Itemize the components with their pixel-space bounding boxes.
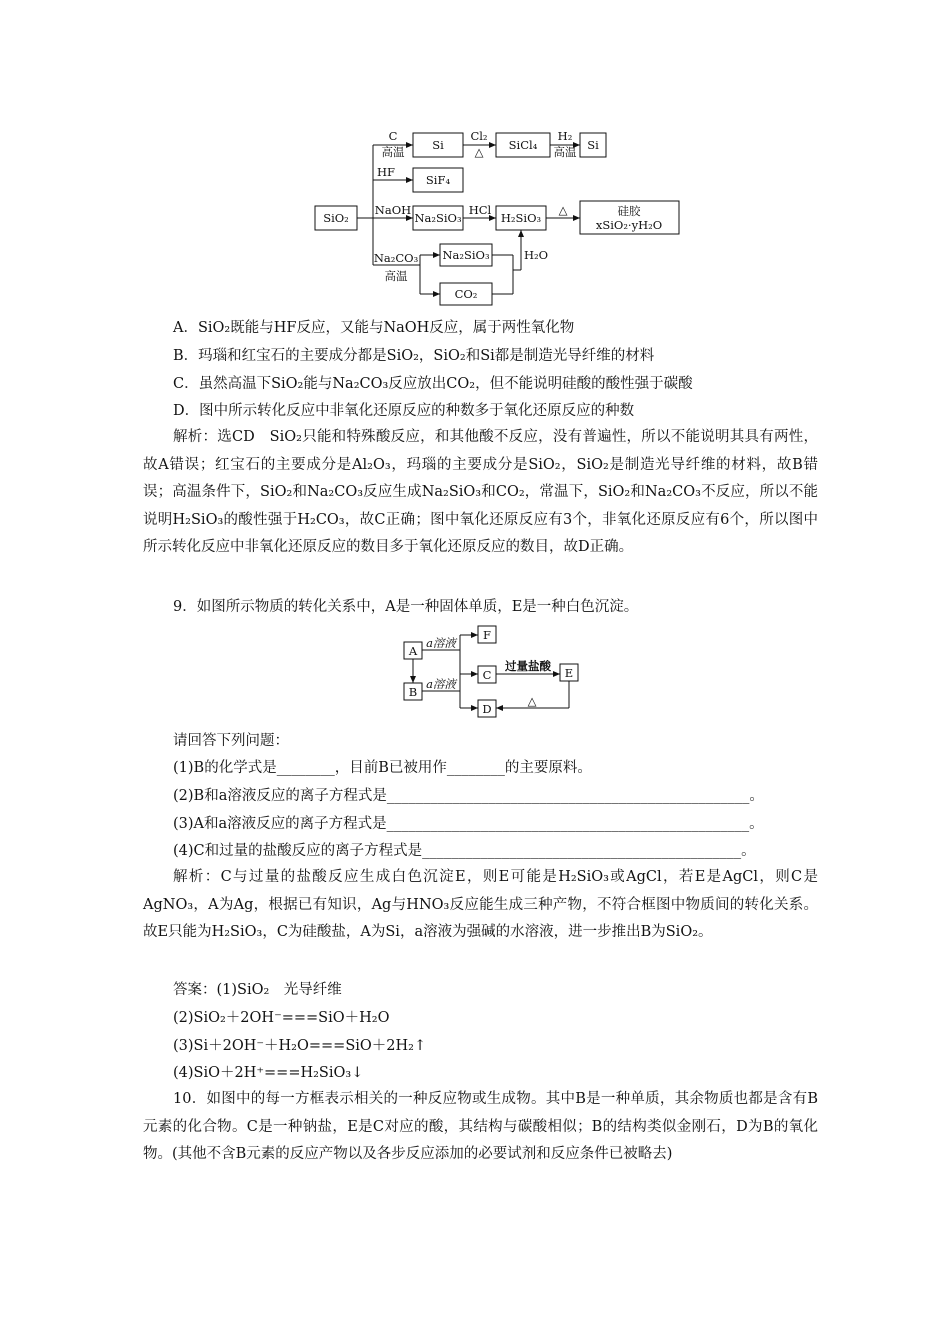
label-sif4: SiF₄: [425, 173, 451, 187]
q8-option-d: D．图中所示转化反应中非氧化还原反应的种数多于氧化还原反应的种数: [173, 403, 635, 419]
cond-naoh: NaOH: [374, 203, 412, 217]
label-si-2: Si: [587, 138, 599, 152]
cond-na2co3: Na₂CO₃: [373, 251, 419, 265]
label-silica-gel-1: 硅胶: [617, 204, 641, 218]
q9-answer-1: 答案：(1)SiO₂ 光导纤维: [173, 982, 342, 998]
cond-c: C: [388, 129, 398, 143]
q10-stem: 10．如图中的每一方框表示相关的一种反应物或生成物。其中B是一种单质，其余物质也都是含有B元素的化合物。C是一种钠盐，E是C对应的酸，其结构与碳酸相似；B的结构类似金刚石，D为B的氧化物。(其他不含B元素的反应产物以及各步反应添加的必要试剂和反应条件已被略去): [143, 1091, 818, 1162]
sio2-conversion-diagram: [300, 120, 710, 310]
label-e: E: [564, 666, 574, 680]
label-si-1: Si: [432, 138, 444, 152]
cond-a-solution-2: a溶液: [426, 677, 456, 691]
q9-answer-3: (3)Si＋2OH⁻＋H₂O===SiO＋2H₂↑: [173, 1038, 427, 1054]
label-silica-gel-2: xSiO₂·yH₂O: [595, 218, 663, 232]
cond-cl2: Cl₂: [470, 129, 488, 143]
label-c: C: [482, 668, 492, 682]
cond-hcl: HCl: [468, 203, 492, 217]
q9-answer-2: (2)SiO₂＋2OH⁻===SiO＋H₂O: [173, 1010, 390, 1026]
cond-hf: HF: [376, 165, 396, 179]
cond-high-temp-1: 高温: [381, 145, 405, 159]
label-sio2: SiO₂: [323, 211, 349, 225]
q9-sub3: (3)A和a溶液反应的离子方程式是__________________________________________________。: [173, 816, 764, 832]
q9-diagram: [400, 622, 590, 722]
q8-option-c: C．虽然高温下SiO₂能与Na₂CO₃反应放出CO₂，但不能说明硅酸的酸性强于碳酸: [173, 376, 693, 392]
q8-option-b: B．玛瑙和红宝石的主要成分都是SiO₂，SiO₂和Si都是制造光导纤维的材料: [173, 348, 655, 364]
q9-prompt: 请回答下列问题：: [173, 733, 289, 749]
label-co2: CO₂: [454, 287, 478, 301]
label-h2sio3: H₂SiO₃: [500, 211, 542, 225]
q9-stem: 9．如图所示物质的转化关系中，A是一种固体单质，E是一种白色沉淀。: [173, 599, 639, 615]
q8-analysis: 解析：选CD SiO₂只能和特殊酸反应，和其他酸不反应，没有普遍性，所以不能说明其具有两性，故A错误；红宝石的主要成分是Al₂O₃，玛瑙的主要成分是SiO₂，SiO₂是制造光导纤维的材料，故B错误；高温条件下，SiO₂和Na₂CO₃反应生成Na₂SiO₃和CO₂，常温下，SiO₂和Na₂CO₃不反应，所以不能说明H₂SiO₃的酸性强于H₂CO₃，故C正确；图中氧化还原反应有3个，非氧化还原反应有6个，所以图中所示转化反应中非氧化还原反应的数目多于氧化还原反应的数目，故D正确。: [143, 429, 818, 555]
q9-answer-4: (4)SiO＋2H⁺===H₂SiO₃↓: [173, 1065, 364, 1081]
q9-sub2: (2)B和a溶液反应的离子方程式是__________________________________________________。: [173, 788, 764, 804]
cond-triangle-2: △: [558, 203, 568, 217]
label-b: B: [408, 685, 418, 699]
q9-sub4: (4)C和过量的盐酸反应的离子方程式是____________________________________________。: [173, 843, 756, 859]
cond-excess-hcl: 过量盐酸: [505, 659, 551, 673]
q9-analysis: 解析：C与过量的盐酸反应生成白色沉淀E，则E可能是H₂SiO₃或AgCl，若E是AgCl，则C是AgNO₃，A为Ag，根据已有知识，Ag与HNO₃反应能生成三种产物，不符合框图中物质间的转化关系。故E只能为H₂SiO₃，C为硅酸盐，A为Si，a溶液为强碱的水溶液，进一步推出B为SiO₂。: [143, 869, 818, 940]
label-d: D: [482, 702, 492, 716]
cond-h2o: H₂O: [523, 248, 549, 262]
q8-option-a: A．SiO₂既能与HF反应，又能与NaOH反应，属于两性氧化物: [173, 320, 575, 336]
label-f: F: [483, 628, 491, 642]
cond-high-temp-3: 高温: [384, 269, 408, 283]
label-na2sio3-a: Na₂SiO₃: [414, 211, 462, 225]
cond-triangle-1: △: [474, 145, 484, 159]
cond-h2: H₂: [557, 129, 573, 143]
cond-high-temp-2: 高温: [553, 145, 577, 159]
label-a: A: [408, 644, 418, 658]
label-na2sio3-b: Na₂SiO₃: [442, 248, 490, 262]
cond-triangle: △: [527, 694, 537, 708]
cond-a-solution-1: a溶液: [426, 636, 456, 650]
q9-sub1: (1)B的化学式是________，目前B已被用作________的主要原料。: [173, 760, 592, 776]
label-sicl4: SiCl₄: [508, 138, 538, 152]
